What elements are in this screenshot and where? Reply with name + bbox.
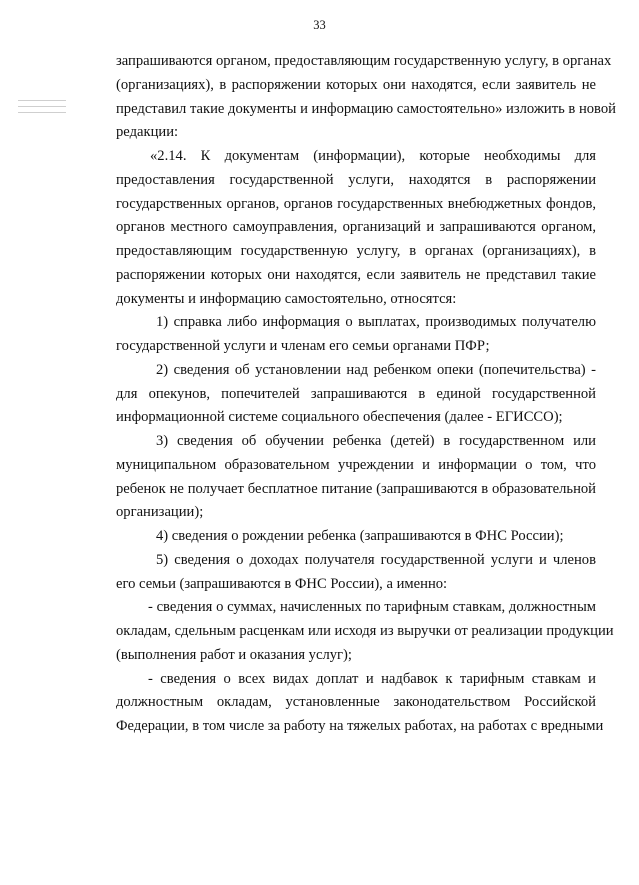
document-body <box>116 50 616 739</box>
text-line: организации); <box>116 504 204 521</box>
text-line: муниципальном образовательном учреждении и информации о том, что <box>116 456 596 473</box>
text-line: Федерации, в том числе за работу на тяжелых работах, на работах с вредными <box>116 718 604 734</box>
margin-mark <box>18 95 66 123</box>
text-line: предоставления государственной услуги, находятся в распоряжении <box>116 171 596 188</box>
text-line: 2) сведения об установлении над ребенком опеки (попечительства) - <box>156 361 596 378</box>
text-line: распоряжении которых они находятся, если заявитель не представил такие <box>116 266 596 283</box>
text-line: окладам, сдельным расценкам или исходя из выручки от реализации продукции <box>116 623 614 639</box>
text-line: редакции: <box>116 124 179 141</box>
page-number: 33 <box>313 18 326 32</box>
text-line: для опекунов, попечителей запрашиваются в единой государственной <box>116 385 596 402</box>
text-line: запрашиваются органом, предоставляющим государственную услугу, в органах <box>116 53 612 69</box>
text-line: «2.14. К документам (информации), которые необходимы для <box>150 148 596 164</box>
text-line: органов местного самоуправления, организаций и запрашиваются органом, <box>116 219 596 236</box>
text-line: предоставляющим государственную услугу, в органах (организациях), в <box>116 243 596 259</box>
text-line: документы и информацию самостоятельно, относятся: <box>116 290 457 307</box>
text-line: 1) справка либо информация о выплатах, производимых получателю <box>156 314 596 331</box>
text-line: - сведения о всех видах доплат и надбавок к тарифным ставкам и <box>148 670 596 687</box>
text-line: - сведения о суммах, начисленных по тарифным ставкам, должностным <box>148 599 596 616</box>
text-line: государственных органов, органов государственных внебюджетных фондов, <box>116 195 596 212</box>
text-line: 5) сведения о доходах получателя государственной услуги и членов <box>156 551 596 568</box>
text-line: государственной услуги и членам его семьи органами ПФР; <box>116 338 490 354</box>
text-line: ребенок не получает бесплатное питание (запрашиваются в образовательной <box>116 480 596 497</box>
text-line: должностным окладам, установленные законодательством Российской <box>116 694 596 711</box>
text-line: информационной системе социального обеспечения (далее - ЕГИССО); <box>116 409 563 426</box>
text-line: (организациях), в распоряжении которых они находятся, если заявитель не <box>116 76 596 93</box>
text-line: его семьи (запрашиваются в ФНС России), а именно: <box>116 575 448 592</box>
text-line: 4) сведения о рождении ребенка (запрашиваются в ФНС России); <box>156 528 564 544</box>
text-line: 3) сведения об обучении ребенка (детей) в государственном или <box>156 433 596 449</box>
text-line: (выполнения работ и оказания услуг); <box>116 646 352 663</box>
text-line: представил такие документы и информацию самостоятельно» изложить в новой <box>116 100 616 117</box>
